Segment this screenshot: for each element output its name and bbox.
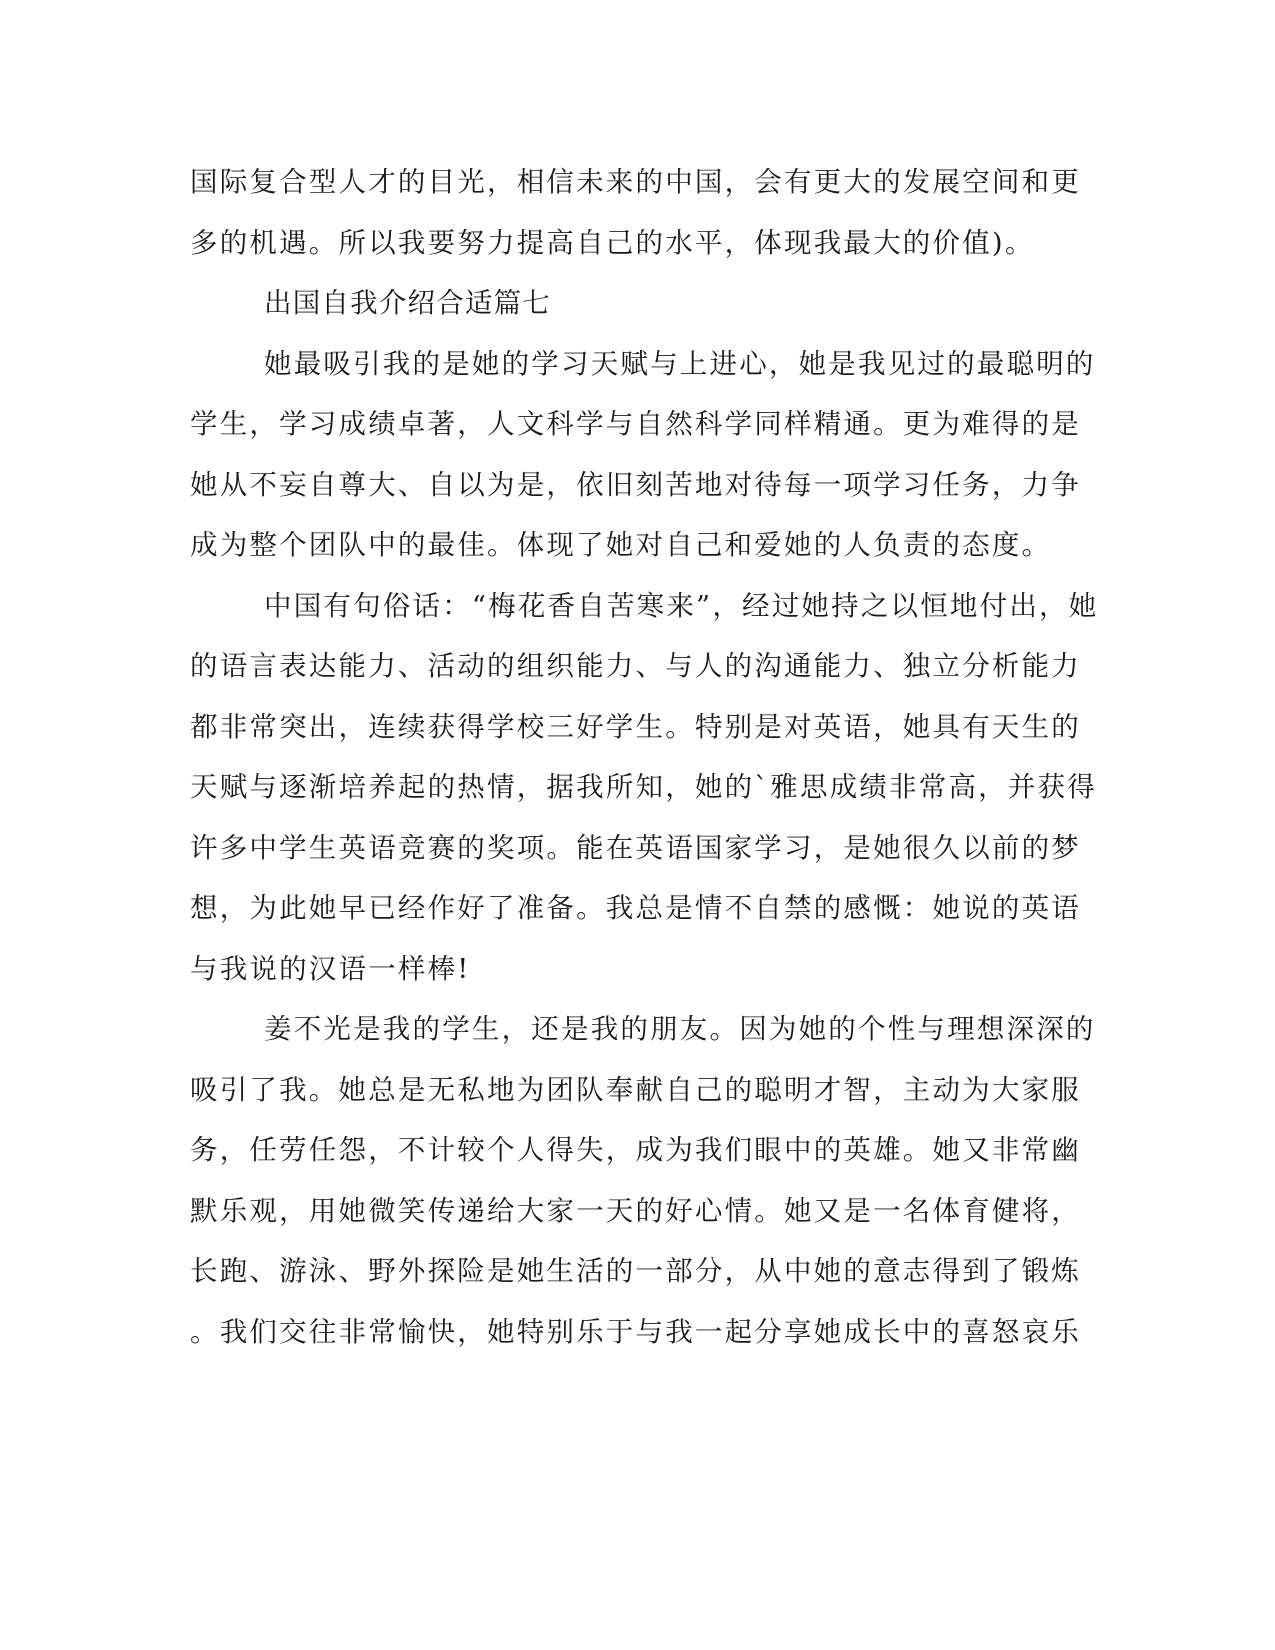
document-body	[190, 162, 1099, 1372]
text-line: 与我说的汉语一样棒!	[190, 952, 471, 985]
text-line: 想，为此她早已经作好了准备。我总是情不自禁的感慨：她说的英语	[190, 892, 1081, 924]
paragraph-first-line: 中国有句俗话：“梅花香自苦寒来”，经过她持之以恒地付出，她	[264, 589, 1099, 622]
text-line: 吸引了我。她总是无私地为团队奉献自己的聪明才智，主动为大家服	[190, 1073, 1081, 1106]
paragraph-first-line: 姜不光是我的学生，还是我的朋友。因为她的个性与理想深深的	[264, 1013, 1096, 1045]
text-line: 成为整个团队中的最佳。体现了她对自己和爱她的人负责的态度。	[190, 529, 1052, 561]
text-line: 学生，学习成绩卓著，人文科学与自然科学同样精通。更为难得的是	[190, 408, 1081, 440]
text-line: 天赋与逐渐培养起的热情，据我所知，她的`雅思成绩非常高，并获得	[190, 771, 1097, 803]
section-heading: 出国自我介绍合适篇七	[264, 287, 551, 319]
text-line: 默乐观，用她微笑传递给大家一天的好心情。她又是一名体育健将，	[190, 1194, 1081, 1227]
text-line: 都非常突出，连续获得学校三好学生。特别是对英语，她具有天生的	[190, 710, 1081, 743]
text-line: 。我们交往非常愉快，她特别乐于与我一起分享她成长中的喜怒哀乐	[190, 1315, 1081, 1348]
text-line: 国际复合型人才的目光，相信未来的中国，会有更大的发展空间和更	[190, 166, 1081, 198]
text-line: 务，任劳任怨，不计较个人得失，成为我们眼中的英雄。她又非常幽	[190, 1134, 1081, 1166]
text-line: 的语言表达能力、活动的组织能力、与人的沟通能力、独立分析能力	[190, 650, 1081, 682]
text-line: 她从不妄自尊大、自以为是，依旧刻苦地对待每一项学习任务，力争	[190, 468, 1081, 501]
text-line: 长跑、游泳、野外探险是她生活的一部分，从中她的意志得到了锻炼	[190, 1255, 1081, 1287]
text-line: 多的机遇。所以我要努力提高自己的水平，体现我最大的价值)。	[190, 226, 1035, 259]
paragraph-first-line: 她最吸引我的是她的学习天赋与上进心，她是我见过的最聪明的	[264, 347, 1096, 380]
text-line: 许多中学生英语竞赛的奖项。能在英语国家学习，是她很久以前的梦	[190, 831, 1081, 864]
